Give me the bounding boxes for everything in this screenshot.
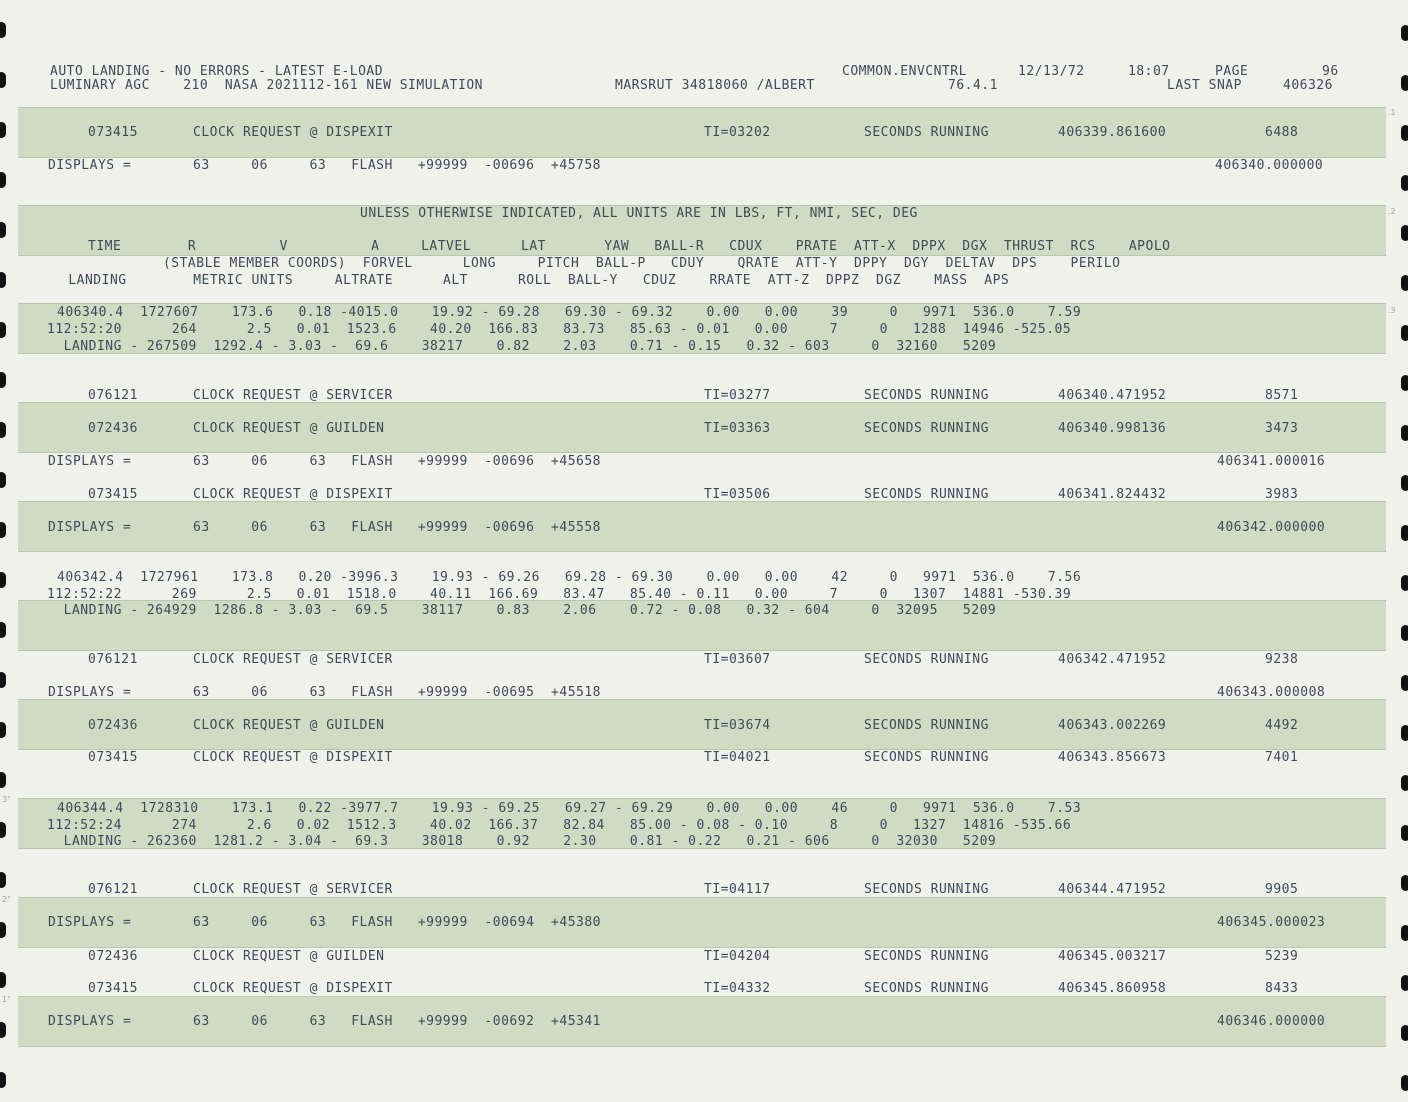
feed-hole <box>1401 775 1408 791</box>
event-status: SECONDS RUNNING <box>864 487 989 502</box>
margin-mark: 3" <box>2 795 11 804</box>
displays-row <box>0 916 1408 932</box>
event-ti: TI=03202 <box>704 125 771 140</box>
event-row <box>0 719 1408 735</box>
event-status: SECONDS RUNNING <box>864 718 989 733</box>
margin-mark: .2 <box>1388 207 1396 216</box>
displays-label: DISPLAYS = <box>48 520 132 535</box>
margin-mark: .1 <box>1388 108 1396 117</box>
displays-label: DISPLAYS = <box>48 158 132 173</box>
event-ti: TI=03506 <box>704 487 771 502</box>
feed-hole <box>1401 225 1408 241</box>
event-text: CLOCK REQUEST @ GUILDEN <box>193 421 385 436</box>
units-note: UNLESS OTHERWISE INDICATED, ALL UNITS ARE IN LBS, FT, NMI, SEC, DEG <box>360 206 918 221</box>
feed-hole <box>0 272 6 288</box>
displays-clock: 406343.000008 <box>1217 685 1326 700</box>
event-number: 3473 <box>1265 421 1299 436</box>
job-id: MARSRUT 34818060 /ALBERT <box>615 78 815 93</box>
feed-hole <box>1401 25 1408 41</box>
feed-hole <box>0 822 6 838</box>
event-clock: 406344.471952 <box>1058 882 1167 897</box>
event-status: SECONDS RUNNING <box>864 388 989 403</box>
displays-label: DISPLAYS = <box>48 1014 132 1029</box>
event-row <box>0 653 1408 669</box>
feed-hole <box>0 772 6 788</box>
displays-clock: 406342.000000 <box>1217 520 1326 535</box>
event-number: 9238 <box>1265 652 1299 667</box>
last-snap-number: 406326 <box>1283 78 1333 93</box>
column-header-row: LANDING METRIC UNITS ALTRATE ALT ROLL BALL-Y CDUZ RRATE ATT-Z DPPZ DGZ MASS APS <box>60 273 1010 288</box>
event-row <box>0 488 1408 504</box>
displays-values: 63 06 63 FLASH +99999 -00696 +45658 <box>193 454 602 469</box>
event-row <box>0 422 1408 438</box>
event-number: 8571 <box>1265 388 1299 403</box>
displays-values: 63 06 63 FLASH +99999 -00695 +45518 <box>193 685 602 700</box>
event-row <box>0 126 1408 142</box>
event-code: 072436 <box>88 718 138 733</box>
event-clock: 406343.856673 <box>1058 750 1167 765</box>
page-label: PAGE <box>1215 64 1249 79</box>
event-number: 4492 <box>1265 718 1299 733</box>
feed-hole <box>1401 625 1408 641</box>
event-ti: TI=04204 <box>704 949 771 964</box>
event-code: 076121 <box>88 388 138 403</box>
event-status: SECONDS RUNNING <box>864 421 989 436</box>
program-name: COMMON.ENVCNTRL <box>842 64 967 79</box>
event-row <box>0 389 1408 405</box>
displays-label: DISPLAYS = <box>48 915 132 930</box>
displays-label: DISPLAYS = <box>48 454 132 469</box>
feed-hole <box>1401 825 1408 841</box>
event-text: CLOCK REQUEST @ DISPEXIT <box>193 487 393 502</box>
event-row <box>0 883 1408 899</box>
event-ti: TI=04332 <box>704 981 771 996</box>
displays-row <box>0 1015 1408 1031</box>
data-line: LANDING - 262360 1281.2 - 3.04 - 69.3 38018 0.92 2.30 0.81 - 0.22 0.21 - 606 0 32030 5209 <box>47 834 997 849</box>
displays-row <box>0 521 1408 537</box>
run-date: 12/13/72 <box>1018 64 1085 79</box>
event-clock: 406340.998136 <box>1058 421 1167 436</box>
event-number: 9905 <box>1265 882 1299 897</box>
event-ti: TI=03277 <box>704 388 771 403</box>
event-ti: TI=03607 <box>704 652 771 667</box>
feed-hole <box>1401 575 1408 591</box>
run-title: AUTO LANDING - NO ERRORS - LATEST E-LOAD <box>50 64 384 79</box>
margin-mark: 1" <box>2 995 11 1004</box>
event-code: 076121 <box>88 652 138 667</box>
displays-clock: 406345.000023 <box>1217 915 1326 930</box>
displays-values: 63 06 63 FLASH +99999 -00696 +45758 <box>193 158 602 173</box>
event-number: 7401 <box>1265 750 1299 765</box>
feed-hole <box>1401 1075 1408 1091</box>
event-text: CLOCK REQUEST @ DISPEXIT <box>193 750 393 765</box>
run-subtitle: LUMINARY AGC 210 NASA 2021112-161 NEW SIMULATION <box>50 78 483 93</box>
margin-mark: 2" <box>2 895 11 904</box>
displays-clock: 406346.000000 <box>1217 1014 1326 1029</box>
event-clock: 406345.860958 <box>1058 981 1167 996</box>
displays-label: DISPLAYS = <box>48 685 132 700</box>
feed-hole <box>0 222 6 238</box>
event-status: SECONDS RUNNING <box>864 125 989 140</box>
event-row <box>0 982 1408 998</box>
event-text: CLOCK REQUEST @ DISPEXIT <box>193 981 393 996</box>
event-text: CLOCK REQUEST @ SERVICER <box>193 882 393 897</box>
feed-hole <box>0 372 6 388</box>
event-row <box>0 751 1408 767</box>
event-ti: TI=04021 <box>704 750 771 765</box>
event-code: 073415 <box>88 125 138 140</box>
data-line: 406342.4 1727961 173.8 0.20 -3996.3 19.93 - 69.26 69.28 - 69.30 0.00 0.00 42 0 9971 536.0 7.56 <box>57 570 1082 585</box>
event-text: CLOCK REQUEST @ DISPEXIT <box>193 125 393 140</box>
event-ti: TI=03674 <box>704 718 771 733</box>
displays-row <box>0 686 1408 702</box>
data-line: LANDING - 264929 1286.8 - 3.03 - 69.5 38117 0.83 2.06 0.72 - 0.08 0.32 - 604 0 32095 5209 <box>47 603 997 618</box>
last-snap-label: LAST SNAP <box>1167 78 1242 93</box>
margin-mark: .3 <box>1388 306 1396 315</box>
column-header-row: TIME R V A LATVEL LAT YAW BALL-R CDUX PRATE ATT-X DPPX DGX THRUST RCS APOLO <box>88 239 1171 254</box>
displays-values: 63 06 63 FLASH +99999 -00692 +45341 <box>193 1014 602 1029</box>
data-line: 112:52:22 269 2.5 0.01 1518.0 40.11 166.69 83.47 85.40 - 0.11 0.00 7 0 1307 14881 -530.39 <box>47 587 1072 602</box>
feed-hole <box>1401 275 1408 291</box>
displays-row <box>0 455 1408 471</box>
data-line: 406344.4 1728310 173.1 0.22 -3977.7 19.93 - 69.25 69.27 - 69.29 0.00 0.00 46 0 9971 536.0 7.53 <box>57 801 1082 816</box>
feed-hole <box>0 72 6 88</box>
feed-hole <box>0 322 6 338</box>
data-line: 112:52:20 264 2.5 0.01 1523.6 40.20 166.83 83.73 85.63 - 0.01 0.00 7 0 1288 14946 -525.05 <box>47 322 1072 337</box>
event-code: 072436 <box>88 949 138 964</box>
data-line: LANDING - 267509 1292.4 - 3.03 - 69.6 38217 0.82 2.03 0.71 - 0.15 0.32 - 603 0 32160 5209 <box>47 339 997 354</box>
event-row <box>0 950 1408 966</box>
event-text: CLOCK REQUEST @ SERVICER <box>193 652 393 667</box>
event-status: SECONDS RUNNING <box>864 750 989 765</box>
run-time: 18:07 <box>1128 64 1170 79</box>
event-text: CLOCK REQUEST @ GUILDEN <box>193 718 385 733</box>
column-header-row: (STABLE MEMBER COORDS) FORVEL LONG PITCH BALL-P CDUY QRATE ATT-Y DPPY DGY DELTAV DPS PERILO <box>88 256 1121 271</box>
event-number: 6488 <box>1265 125 1299 140</box>
displays-clock: 406341.000016 <box>1217 454 1326 469</box>
event-clock: 406345.003217 <box>1058 949 1167 964</box>
program-version: 76.4.1 <box>948 78 998 93</box>
event-clock: 406339.861600 <box>1058 125 1167 140</box>
feed-hole <box>1401 175 1408 191</box>
feed-hole <box>1401 325 1408 341</box>
event-clock: 406341.824432 <box>1058 487 1167 502</box>
event-code: 073415 <box>88 750 138 765</box>
displays-values: 63 06 63 FLASH +99999 -00694 +45380 <box>193 915 602 930</box>
event-text: CLOCK REQUEST @ GUILDEN <box>193 949 385 964</box>
data-line: 112:52:24 274 2.6 0.02 1512.3 40.02 166.37 82.84 85.00 - 0.08 - 0.10 8 0 1327 14816 -535.66 <box>47 818 1072 833</box>
page-number: 96 <box>1322 64 1339 79</box>
event-clock: 406342.471952 <box>1058 652 1167 667</box>
event-clock: 406343.002269 <box>1058 718 1167 733</box>
event-code: 076121 <box>88 882 138 897</box>
displays-row <box>0 159 1408 175</box>
data-line: 406340.4 1727607 173.6 0.18 -4015.0 19.92 - 69.28 69.30 - 69.32 0.00 0.00 39 0 9971 536.0 7.59 <box>57 305 1082 320</box>
event-status: SECONDS RUNNING <box>864 949 989 964</box>
event-number: 5239 <box>1265 949 1299 964</box>
event-number: 3983 <box>1265 487 1299 502</box>
feed-hole <box>0 1072 6 1088</box>
event-status: SECONDS RUNNING <box>864 981 989 996</box>
event-ti: TI=03363 <box>704 421 771 436</box>
event-status: SECONDS RUNNING <box>864 882 989 897</box>
event-code: 073415 <box>88 487 138 502</box>
feed-hole <box>1401 75 1408 91</box>
event-number: 8433 <box>1265 981 1299 996</box>
feed-hole <box>0 572 6 588</box>
event-code: 072436 <box>88 421 138 436</box>
feed-hole <box>0 22 6 38</box>
feed-hole <box>0 622 6 638</box>
displays-values: 63 06 63 FLASH +99999 -00696 +45558 <box>193 520 602 535</box>
event-text: CLOCK REQUEST @ SERVICER <box>193 388 393 403</box>
displays-clock: 406340.000000 <box>1215 158 1324 173</box>
feed-hole <box>0 472 6 488</box>
event-clock: 406340.471952 <box>1058 388 1167 403</box>
event-code: 073415 <box>88 981 138 996</box>
event-status: SECONDS RUNNING <box>864 652 989 667</box>
event-ti: TI=04117 <box>704 882 771 897</box>
